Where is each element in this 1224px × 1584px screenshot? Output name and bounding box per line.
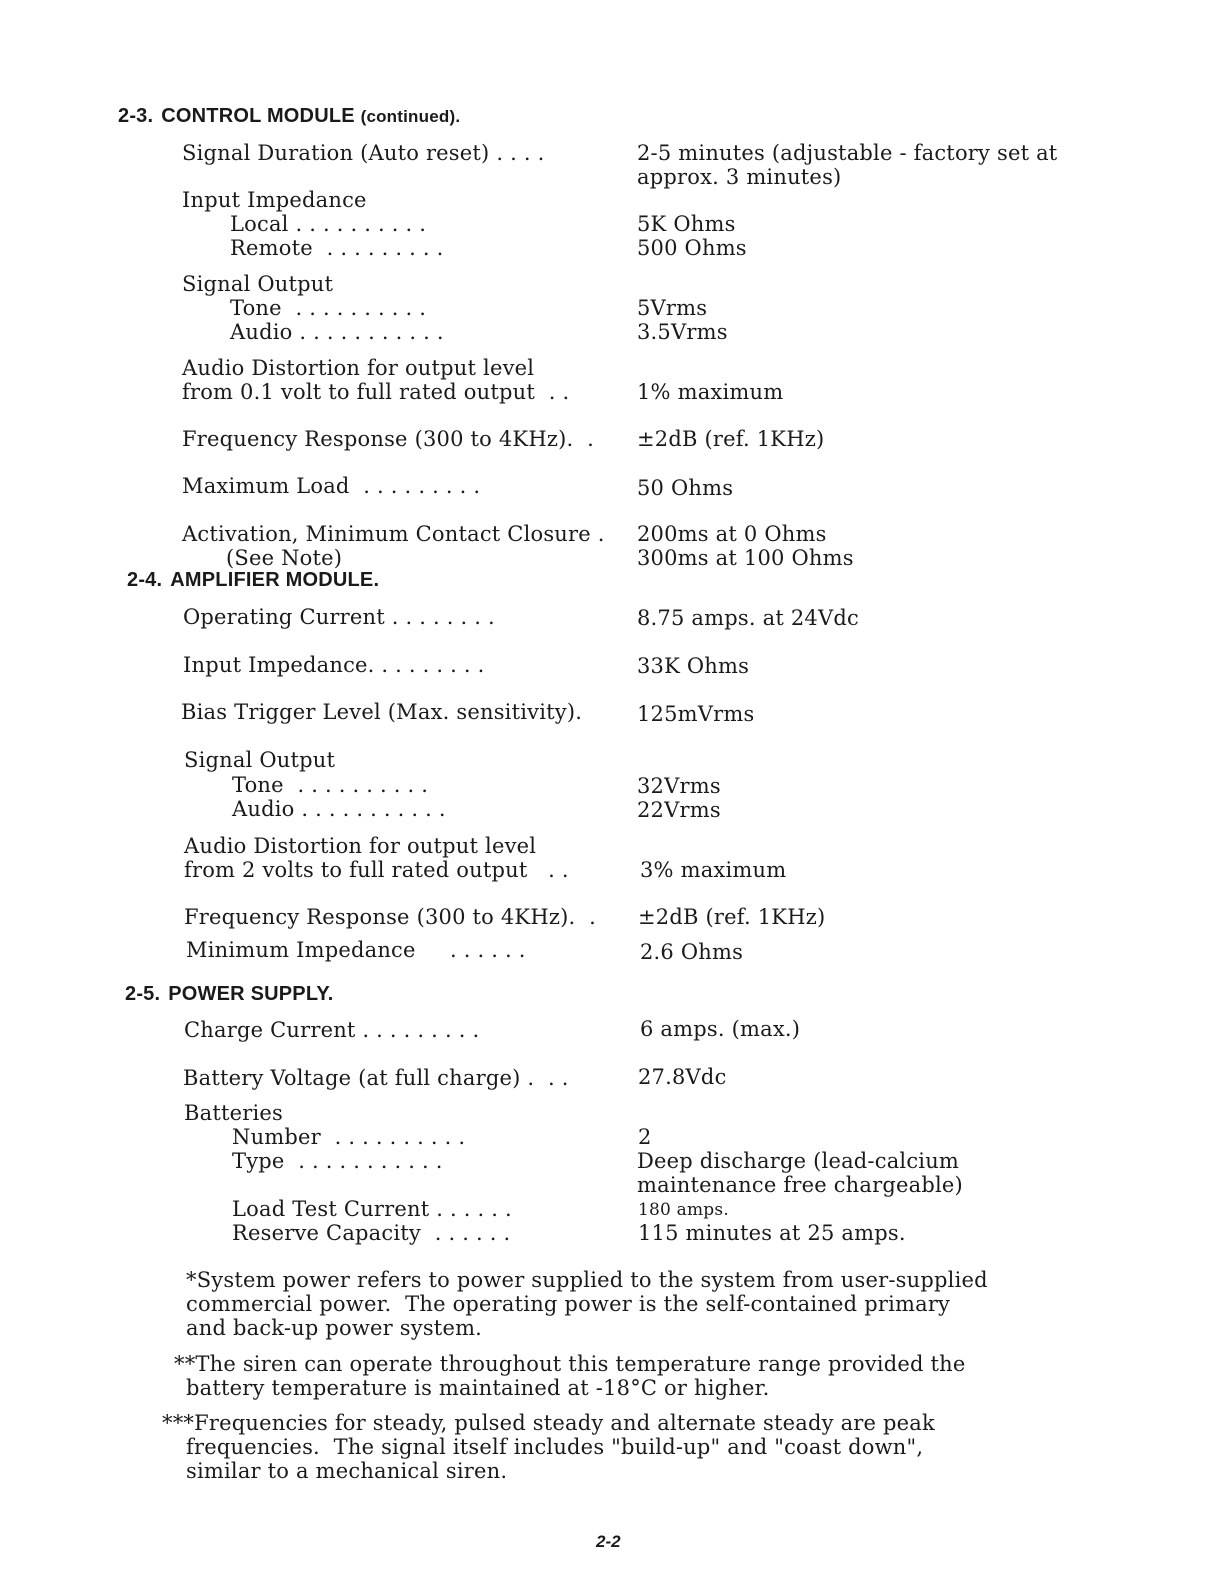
load-test-value: 180 amps. <box>638 1200 729 1220</box>
local-value: 5K Ohms <box>637 212 736 236</box>
section-number: 2-3. <box>118 105 154 127</box>
frequency-response-value: ±2dB (ref. 1KHz) <box>637 427 825 451</box>
section-title: POWER SUPPLY. <box>168 983 334 1005</box>
amp-distortion-value: 3% maximum <box>640 858 787 882</box>
operating-current-label: Operating Current . . . . . . . . <box>183 605 495 629</box>
amp-frequency-response-value: ±2dB (ref. 1KHz) <box>638 905 826 929</box>
footnote-3-line-2: frequencies. The signal itself includes "build-up" and "coast down", <box>186 1435 924 1459</box>
remote-label: Remote . . . . . . . . . <box>230 236 444 260</box>
section-heading-2-3 <box>118 105 460 128</box>
load-test-label: Load Test Current . . . . . . <box>232 1197 512 1221</box>
maximum-load-value: 50 Ohms <box>637 476 734 500</box>
activation-value-cont: 300ms at 100 Ohms <box>637 546 854 570</box>
amp-tone-value: 32Vrms <box>637 774 721 798</box>
amp-distortion-label: Audio Distortion for output level <box>184 834 537 858</box>
activation-note: (See Note) <box>226 546 343 570</box>
type-value: Deep discharge (lead-calcium <box>637 1149 960 1173</box>
tone-value: 5Vrms <box>637 296 708 320</box>
section-heading-2-4 <box>127 569 379 592</box>
page-number: 2-2 <box>596 1532 621 1551</box>
distortion-label-cont: from 0.1 volt to full rated output . . <box>182 380 570 404</box>
maximum-load-label: Maximum Load . . . . . . . . . <box>182 474 481 498</box>
minimum-impedance-value: 2.6 Ohms <box>640 940 744 964</box>
amp-audio-value: 22Vrms <box>637 798 721 822</box>
charge-current-label: Charge Current . . . . . . . . . <box>184 1018 480 1042</box>
battery-voltage-value: 27.8Vdc <box>638 1065 727 1089</box>
activation-value: 200ms at 0 Ohms <box>637 522 827 546</box>
tone-label: Tone . . . . . . . . . . <box>230 296 427 320</box>
audio-label: Audio . . . . . . . . . . . <box>230 320 444 344</box>
distortion-value: 1% maximum <box>637 380 784 404</box>
footnote-1: *System power refers to power supplied to the system from user-supplied <box>186 1268 988 1292</box>
audio-value: 3.5Vrms <box>637 320 728 344</box>
section-title: CONTROL MODULE <box>161 105 355 127</box>
batteries-label: Batteries <box>184 1101 284 1125</box>
amp-input-impedance-value: 33K Ohms <box>637 654 750 678</box>
frequency-response-label: Frequency Response (300 to 4KHz). . <box>182 427 594 451</box>
bias-trigger-label: Bias Trigger Level (Max. sensitivity). <box>181 700 583 724</box>
section-number: 2-4. <box>127 569 163 591</box>
activation-label: Activation, Minimum Contact Closure . <box>182 522 605 546</box>
distortion-label: Audio Distortion for output level <box>182 356 535 380</box>
footnote-2-line-2: battery temperature is maintained at -18°C or higher. <box>186 1376 770 1400</box>
remote-value: 500 Ohms <box>637 236 747 260</box>
minimum-impedance-label: Minimum Impedance . . . . . . <box>186 938 526 962</box>
section-number: 2-5. <box>125 983 161 1005</box>
footnote-1-line-2: commercial power. The operating power is the self-contained primary <box>186 1292 951 1316</box>
signal-duration-value-cont: approx. 3 minutes) <box>637 165 842 189</box>
type-value-cont: maintenance free chargeable) <box>637 1173 963 1197</box>
number-value: 2 <box>638 1125 652 1149</box>
number-label: Number . . . . . . . . . . <box>232 1125 466 1149</box>
footnote-3: ***Frequencies for steady, pulsed steady and alternate steady are peak <box>162 1411 935 1435</box>
section-heading-2-5 <box>125 983 334 1006</box>
input-impedance-label: Input Impedance <box>182 188 367 212</box>
charge-current-value: 6 amps. (max.) <box>640 1017 801 1041</box>
amp-distortion-label-cont: from 2 volts to full rated output . . <box>184 858 569 882</box>
amp-tone-label: Tone . . . . . . . . . . <box>232 773 429 797</box>
battery-voltage-label: Battery Voltage (at full charge) . . . <box>183 1066 569 1090</box>
reserve-capacity-value: 115 minutes at 25 amps. <box>638 1221 906 1245</box>
amp-audio-label: Audio . . . . . . . . . . . <box>232 797 446 821</box>
amp-input-impedance-label: Input Impedance. . . . . . . . . <box>183 653 485 677</box>
signal-output-label: Signal Output <box>182 272 334 296</box>
signal-duration-value: 2-5 minutes (adjustable - factory set at <box>637 141 1058 165</box>
section-continued: (continued). <box>360 107 461 126</box>
section-title: AMPLIFIER MODULE. <box>170 569 380 591</box>
signal-duration-label: Signal Duration (Auto reset) . . . . <box>182 141 545 165</box>
local-label: Local . . . . . . . . . . <box>230 212 427 236</box>
amp-frequency-response-label: Frequency Response (300 to 4KHz). . <box>184 905 596 929</box>
footnote-2: **The siren can operate throughout this temperature range provided the <box>174 1352 966 1376</box>
footnote-1-line-3: and back-up power system. <box>186 1316 483 1340</box>
type-label: Type . . . . . . . . . . . <box>232 1149 443 1173</box>
reserve-capacity-label: Reserve Capacity . . . . . . <box>232 1221 511 1245</box>
amp-signal-output-label: Signal Output <box>184 748 336 772</box>
footnote-3-line-3: similar to a mechanical siren. <box>186 1459 508 1483</box>
operating-current-value: 8.75 amps. at 24Vdc <box>637 606 859 630</box>
bias-trigger-value: 125mVrms <box>637 702 755 726</box>
